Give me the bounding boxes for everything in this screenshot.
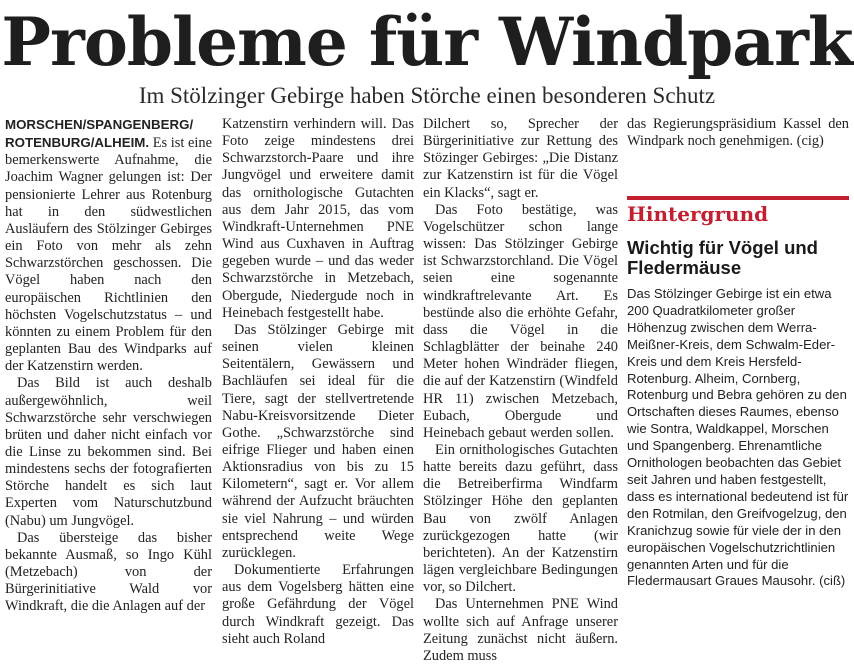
article-column-4 xyxy=(627,116,849,150)
article-paragraph: Das Foto bestätige, was Vogelschützer schon lange wissen: Das Stölzinger Gebirge ist Schwarzstorchland. Die Vögel seien eine sogenannte windkraftrelevante Art. Es bestünde also die erhöhte Gefahr, dass die Vögel in die Schlagblätter der beinahe 240 Meter hohen Windräder fliegen, die auf der Katzenstirn (Windfeld HR 11) zwischen Metzebach, Eubach, Obergude und Heinebach gebaut werden sollen. xyxy=(423,201,618,441)
article-subheadline: Im Stölzinger Gebirge haben Störche einen besonderen Schutz xyxy=(138,83,716,108)
article-paragraph: Ein ornithologisches Gutachten hatte bereits dazu geführt, dass die Betreiberfirma Windfarm Stölzinger Höhe den geplanten Bau von zwölf Anlagen zurückgezogen hatte (wir berichteten). An der Katzenstirn lägen vergleichbare Bedingungen vor, so Dilchert. xyxy=(423,441,618,596)
box-label: Hintergrund xyxy=(627,202,769,226)
article-paragraph: das Regierungspräsidium Kassel den Windpark noch genehmigen. (cig) xyxy=(627,116,849,150)
article-paragraph: Das übersteige das bisher bekannte Ausmaß, so Ingo Kühl (Metzebach) von der Bürgerinitiative Wald vor Windkraft, die die Anlagen auf der xyxy=(5,529,212,615)
article-headline: Probleme für Windpark xyxy=(1,3,853,81)
article-paragraph: Dilchert so, Sprecher der Bürgerinitiative zur Rettung des Stözinger Gebirges: „Die Distanz zur Katzenstirn ist für die Vögel ein Klacks“, sagt er. xyxy=(423,116,618,201)
box-body: Das Stölzinger Gebirge ist ein etwa 200 Quadratkilometer großer Höhenzug zwischen dem Werra-Meißner-Kreis, dem Schwalm-Eder-Kreis und dem Kreis Hersfeld-Rotenburg. Alheim, Cornberg, Rotenburg und Bebra gehören zu den Ortschaften dieses Raumes, ebenso wie Sontra, Waldkappel, Morschen und Spangenberg. Ehrenamtliche Ornithologen beobachten das Gebiet seit Jahren und haben festgestellt, dass es international bedeutend ist für den Rotmilan, den Greifvogelzug, den Kranichzug sowie für viele der in den europäischen Vogelschutzrichtlinien genannten Arten und für die Fledermausart Graues Mausohr. (ciß) xyxy=(627,286,849,589)
article-column-3 xyxy=(423,116,618,664)
article-paragraph: Katzenstirn verhindern will. Das Foto zeige mindestens drei Schwarzstorch-Paare und ihre Jungvögel und erweitere damit das ornithologische Gutachten aus dem Jahr 2015, das vom Windkraft-Unternehmen PNE Wind aus Cuxhaven in Auftrag gegeben wurde – und das weder Schwarzstörche in Metzebach, Obergude, Niedergude noch in Heinebach festgestellt habe. xyxy=(222,116,414,321)
paragraph-text: Es ist eine bemerkenswerte Aufnahme, die Joachim Wagner gelungen ist: Der pensionierte Lehrer aus Rotenburg hat in den südwestlichen Ausläufern des Stölzinger Gebirges ein Foto von mehr als zehn Schwarzstörchen geschossen. Die Vögel haben nach den europäischen Richtlinien den höchsten Vogelschutzstatus – und könnten zu einem Problem für den geplanten Bau des Windparks auf der Katzenstirn werden. xyxy=(5,135,212,375)
box-title: Wichtig für Vögel und Fledermäuse xyxy=(627,237,818,278)
article-column-2 xyxy=(222,116,414,647)
article-paragraph: Das Bild ist auch deshalb außergewöhnlich, weil Schwarzstörche sehr verschwiegen brüten und daher nicht einfach vor die Linse zu bekommen sind. Bei mindestens sechs der fotografierten Störche handelt es sich laut Experten vom Naturschutzbund (Nabu) um Jungvögel. xyxy=(5,375,212,529)
article-paragraph xyxy=(5,116,212,375)
article-paragraph: Das Stölzinger Gebirge mit seinen vielen kleinen Seitentälern, Gewässern und Bachläufen sei ideal für die Tiere, sagt der stellvertretende Nabu-Kreisvorsitzende Dieter Gothe. „Schwarzstörche sind eifrige Flieger und haben einen Aktionsradius von bis zu 15 Kilometern“, sagt er. Vor allem während der Aufzucht bräuchten sie viel Nahrung – und würden entsprechend weite Wege zurücklegen. xyxy=(222,321,414,561)
article-column-1 xyxy=(5,116,212,636)
article-paragraph: Dokumentierte Erfahrungen aus dem Vogelsberg hätten eine große Gefährdung der Vögel durch Windkraft gezeigt. Das sieht auch Roland xyxy=(222,562,414,647)
background-info-box xyxy=(627,196,849,590)
article-paragraph: Das Unternehmen PNE Wind wollte sich auf Anfrage unserer Zeitung zunächst nicht äußern. Zudem muss xyxy=(423,596,618,664)
article-dateline: MORSCHEN/SPANGENBERG/ ROTENBURG/ALHEIM. xyxy=(5,117,194,151)
